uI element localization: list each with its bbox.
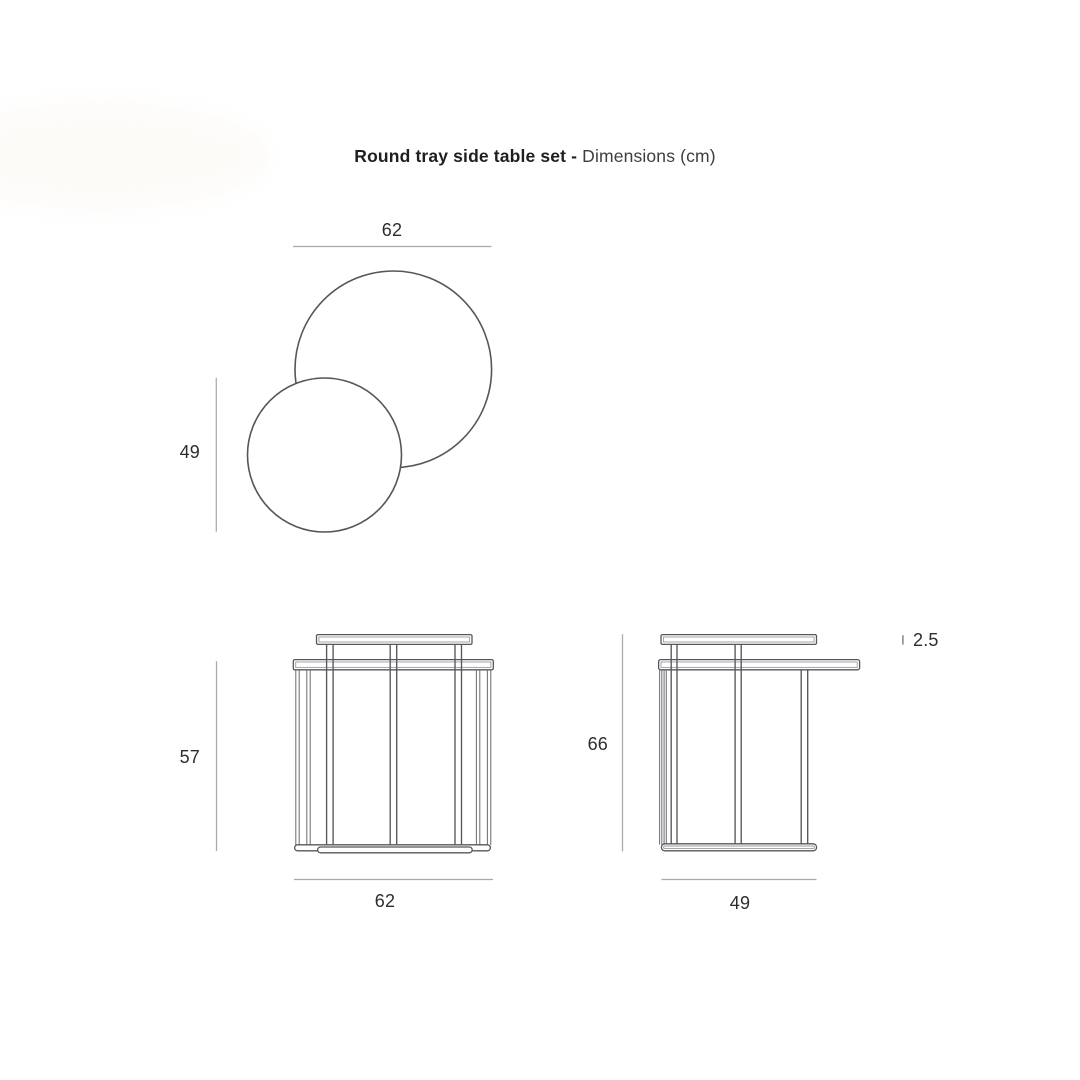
top-view <box>216 247 491 533</box>
tall-table-legs <box>671 644 741 845</box>
wide-tray <box>659 660 860 670</box>
label-small-diameter: 49 <box>179 442 200 462</box>
title-separator: - <box>571 146 578 166</box>
label-large-diameter: 62 <box>381 220 403 240</box>
tall-tray <box>317 635 473 645</box>
label-right-width: 49 <box>729 893 751 913</box>
tall-table-legs <box>327 644 462 846</box>
tall-table-back-leg <box>801 659 808 845</box>
label-left-width: 62 <box>374 891 396 911</box>
tall-table-foot-bar <box>661 844 816 851</box>
tall-table-foot-bar <box>318 847 473 853</box>
label-right-height: 66 <box>587 734 608 754</box>
front-elevation-left <box>217 635 494 880</box>
product-name: Round tray side table set <box>354 146 567 166</box>
front-elevation-right <box>623 634 903 879</box>
title-suffix: Dimensions (cm) <box>582 146 716 166</box>
wide-table-legs <box>660 670 667 845</box>
small-tabletop-circle <box>248 378 402 532</box>
tall-tray <box>661 635 817 645</box>
label-left-height: 57 <box>179 747 200 767</box>
wide-tray <box>293 660 493 670</box>
label-tray-thickness: 2.5 <box>913 630 939 650</box>
